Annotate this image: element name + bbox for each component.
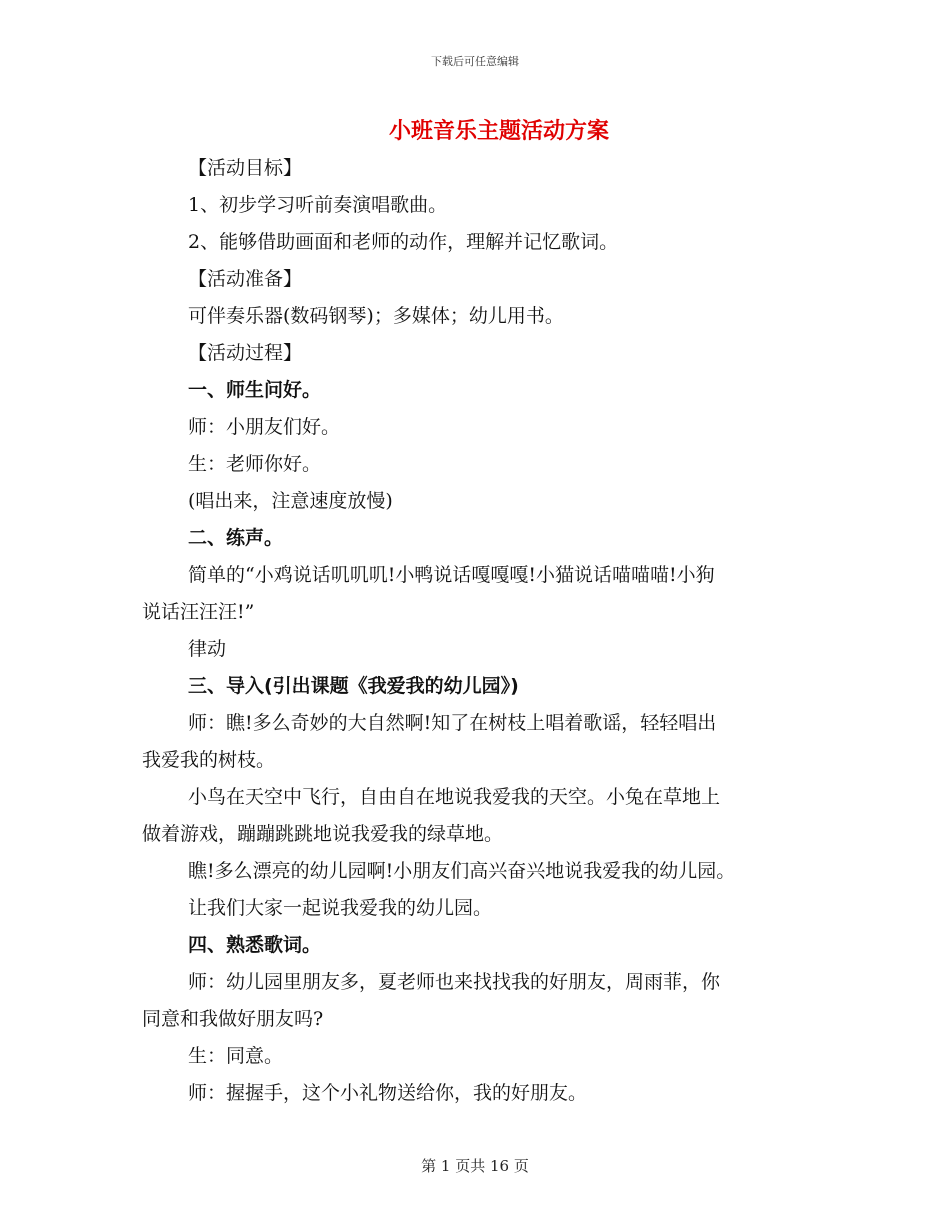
paragraph-line: 我爱我的树枝。: [142, 749, 276, 771]
paragraph-line: 师：瞧!多么奇妙的大自然啊!知了在树枝上唱着歌谣，轻轻唱出: [188, 712, 717, 734]
dialogue-line: 生：同意。: [188, 1045, 284, 1067]
paragraph-line: 师：幼儿园里朋友多，夏老师也来找找我的好朋友，周雨菲，你: [188, 971, 721, 993]
section-heading-preparation: 【活动准备】: [188, 268, 303, 290]
paragraph-line: 让我们大家一起说我爱我的幼儿园。: [188, 897, 493, 919]
dialogue-line: 师：小朋友们好。: [188, 416, 341, 438]
dialogue-line: 师：握握手，这个小礼物送给你，我的好朋友。: [188, 1082, 588, 1104]
goal-item-1: 1、初步学习听前奏演唱歌曲。: [188, 194, 448, 216]
goal-item-2: 2、能够借助画面和老师的动作，理解并记忆歌词。: [188, 231, 619, 253]
paragraph-line: 律动: [188, 638, 227, 660]
step-heading-2: 二、练声。: [188, 527, 284, 549]
preparation-text: 可伴奏乐器(数码钢琴)；多媒体；幼儿用书。: [188, 305, 564, 327]
document-title: 小班音乐主题活动方案: [388, 119, 609, 144]
section-heading-process: 【活动过程】: [188, 342, 303, 364]
page-number-footer: 第 1 页共 16 页: [421, 1157, 529, 1175]
paragraph-line: 做着游戏，蹦蹦跳跳地说我爱我的绿草地。: [142, 823, 504, 845]
paragraph-line: 同意和我做好朋友吗?: [142, 1008, 324, 1030]
step-heading-1: 一、师生问好。: [188, 379, 322, 401]
page-header-note: 下载后可任意编辑: [431, 55, 519, 68]
paragraph-line: 小鸟在天空中飞行，自由自在地说我爱我的天空。小兔在草地上: [188, 786, 721, 808]
note-line: (唱出来，注意速度放慢): [188, 490, 393, 512]
paragraph-line: 简单的“小鸡说话叽叽叽!小鸭说话嘎嘎嘎!小猫说话喵喵喵!小狗: [188, 564, 715, 586]
section-heading-goals: 【活动目标】: [188, 157, 303, 179]
document-body: [142, 150, 812, 1112]
step-heading-4: 四、熟悉歌词。: [188, 934, 322, 956]
paragraph-line: 瞧!多么漂亮的幼儿园啊!小朋友们高兴奋兴地说我爱我的幼儿园。: [188, 860, 736, 882]
step-heading-3: 三、导入(引出课题《我爱我的幼儿园》): [188, 675, 519, 697]
paragraph-line: 说话汪汪汪!”: [142, 601, 255, 623]
dialogue-line: 生：老师你好。: [188, 453, 322, 475]
